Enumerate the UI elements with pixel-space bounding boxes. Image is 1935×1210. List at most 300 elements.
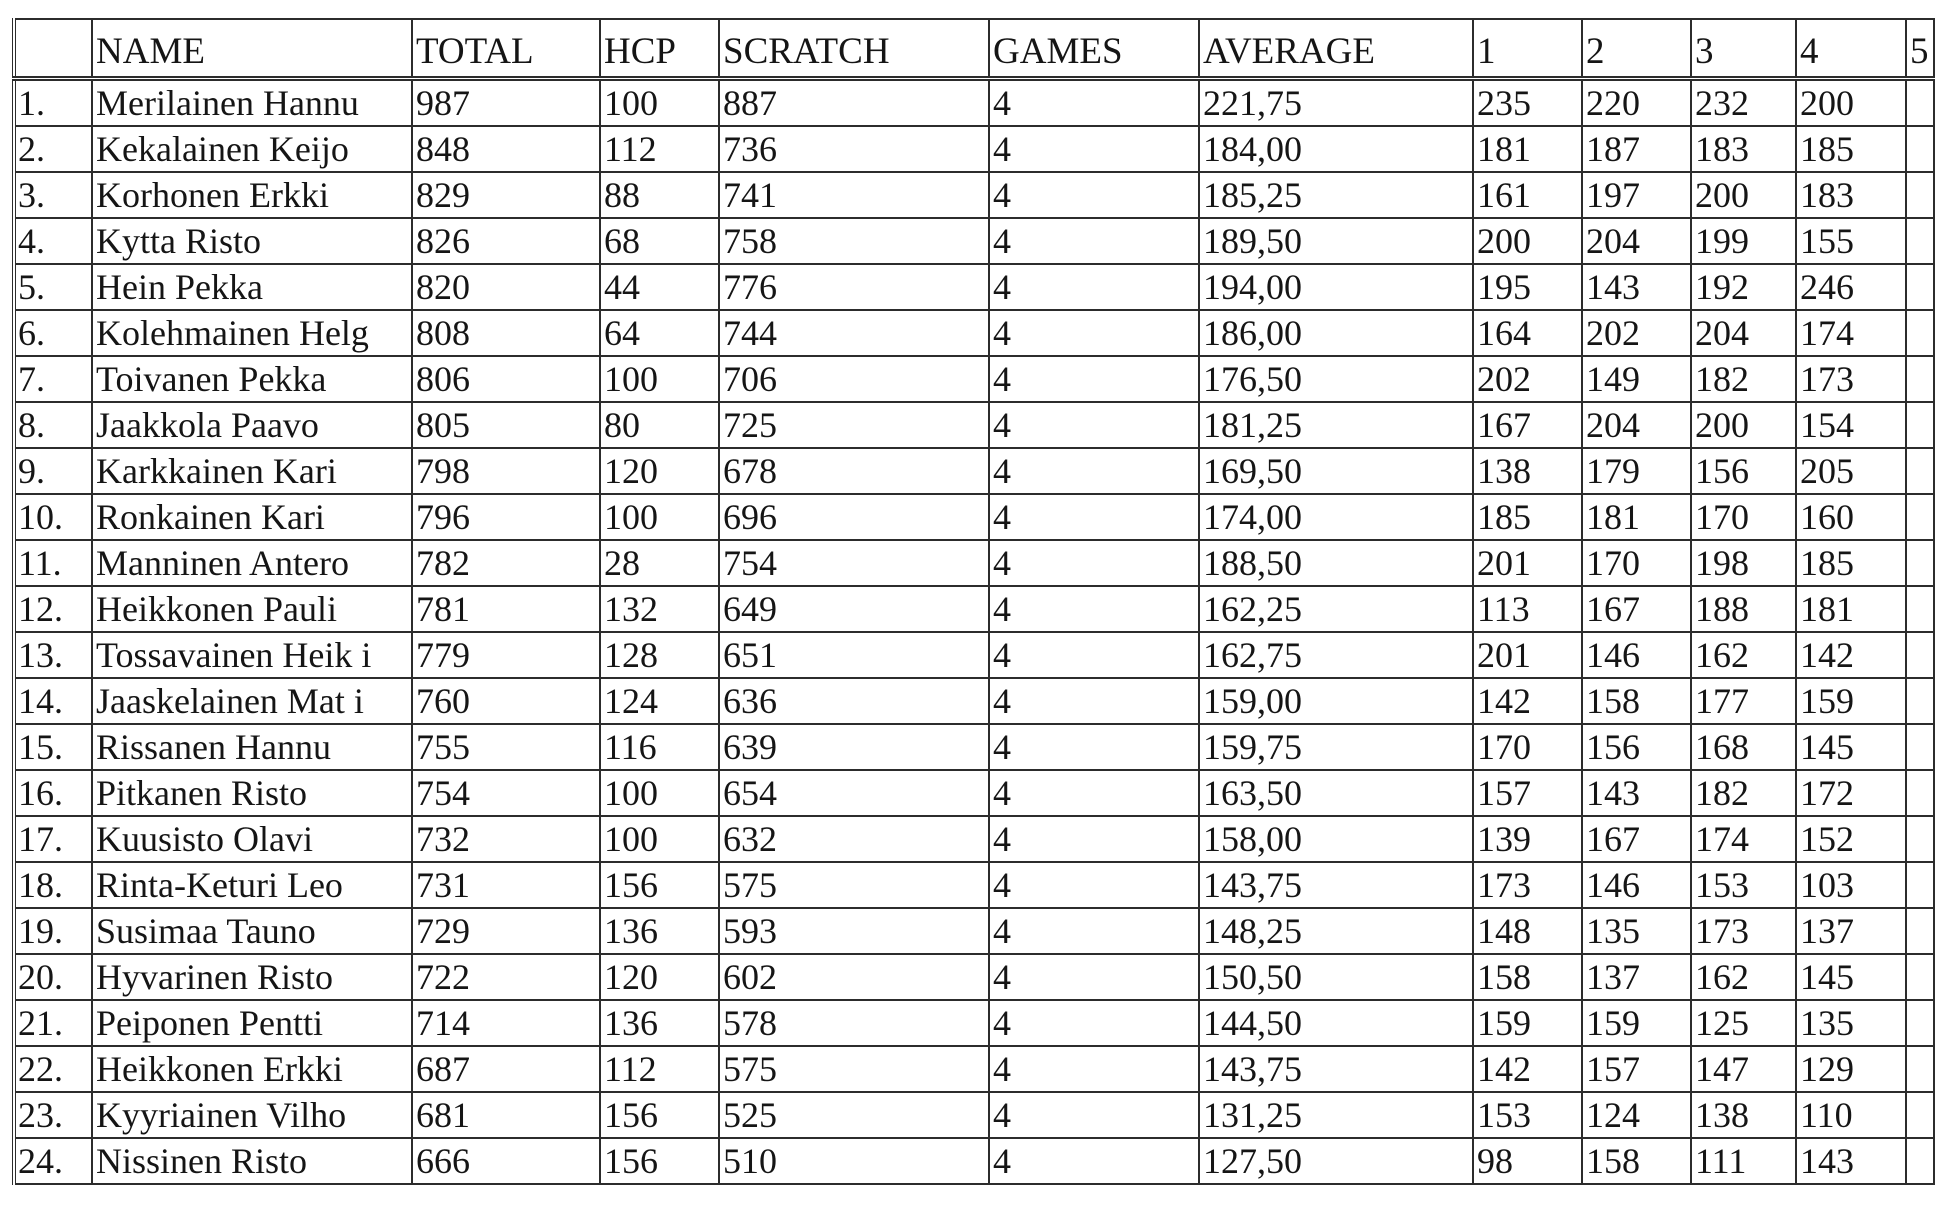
table-row: [14, 816, 1934, 862]
game-2-cell: 137: [1582, 954, 1691, 1000]
name-cell: Heikkonen Erkki: [92, 1046, 412, 1092]
scratch-cell: 754: [719, 540, 989, 586]
game-4-cell: 172: [1796, 770, 1906, 816]
game-4-cell: 246: [1796, 264, 1906, 310]
games-cell: 4: [989, 1138, 1199, 1184]
name-cell: Hein Pekka: [92, 264, 412, 310]
game-4-cell: 185: [1796, 126, 1906, 172]
total-cell: 755: [412, 724, 600, 770]
average-cell: 189,50: [1199, 218, 1473, 264]
total-cell: 681: [412, 1092, 600, 1138]
hcp-cell: 120: [600, 954, 719, 1000]
game-3-cell: 153: [1691, 862, 1796, 908]
game-1-cell: 181: [1473, 126, 1582, 172]
game-2-cell: 146: [1582, 632, 1691, 678]
game-5-cell: [1906, 356, 1934, 402]
average-cell: 221,75: [1199, 79, 1473, 127]
game-3-cell: 177: [1691, 678, 1796, 724]
total-cell: 666: [412, 1138, 600, 1184]
hcp-cell: 132: [600, 586, 719, 632]
rank-cell: 20.: [14, 954, 92, 1000]
game-3-cell: 138: [1691, 1092, 1796, 1138]
game-1-cell: 153: [1473, 1092, 1582, 1138]
scratch-cell: 575: [719, 1046, 989, 1092]
average-cell: 159,00: [1199, 678, 1473, 724]
total-cell: 779: [412, 632, 600, 678]
average-cell: 169,50: [1199, 448, 1473, 494]
hcp-cell: 68: [600, 218, 719, 264]
total-cell: 729: [412, 908, 600, 954]
total-cell: 722: [412, 954, 600, 1000]
games-cell: 4: [989, 908, 1199, 954]
name-cell: Toivanen Pekka: [92, 356, 412, 402]
game-4-cell: 159: [1796, 678, 1906, 724]
hcp-cell: 136: [600, 908, 719, 954]
hcp-cell: 136: [600, 1000, 719, 1046]
scratch-cell: 776: [719, 264, 989, 310]
game-1-cell: 173: [1473, 862, 1582, 908]
game-2-cell: 197: [1582, 172, 1691, 218]
game-3-cell: 173: [1691, 908, 1796, 954]
total-cell: 808: [412, 310, 600, 356]
rank-cell: 5.: [14, 264, 92, 310]
scratch-cell: 706: [719, 356, 989, 402]
game-1-cell: 235: [1473, 79, 1582, 127]
game-4-cell: 110: [1796, 1092, 1906, 1138]
scratch-cell: 678: [719, 448, 989, 494]
rank-cell: 17.: [14, 816, 92, 862]
game-5-cell: [1906, 1092, 1934, 1138]
total-cell: 826: [412, 218, 600, 264]
table-row: [14, 172, 1934, 218]
games-cell: 4: [989, 586, 1199, 632]
game-1-cell: 142: [1473, 1046, 1582, 1092]
rank-cell: 6.: [14, 310, 92, 356]
table-row: [14, 126, 1934, 172]
game-1-cell: 158: [1473, 954, 1582, 1000]
games-cell: 4: [989, 678, 1199, 724]
hcp-cell: 116: [600, 724, 719, 770]
games-cell: 4: [989, 954, 1199, 1000]
game-5-cell: [1906, 79, 1934, 127]
bowling-results-table: [12, 18, 1935, 1185]
average-cell: 148,25: [1199, 908, 1473, 954]
game-4-cell: 145: [1796, 724, 1906, 770]
game-4-cell: 143: [1796, 1138, 1906, 1184]
hcp-cell: 112: [600, 126, 719, 172]
game-1-cell: 98: [1473, 1138, 1582, 1184]
name-cell: Rinta-Keturi Leo: [92, 862, 412, 908]
game-5-cell: [1906, 908, 1934, 954]
name-cell: Heikkonen Pauli: [92, 586, 412, 632]
rank-cell: 15.: [14, 724, 92, 770]
hcp-cell: 28: [600, 540, 719, 586]
results-sheet: [12, 18, 1932, 1208]
games-cell: 4: [989, 862, 1199, 908]
scratch-cell: 632: [719, 816, 989, 862]
game-3-cell: 147: [1691, 1046, 1796, 1092]
game-3-cell: 232: [1691, 79, 1796, 127]
scratch-cell: 525: [719, 1092, 989, 1138]
game-4-cell: 174: [1796, 310, 1906, 356]
game-1-cell: 161: [1473, 172, 1582, 218]
game-2-cell: 204: [1582, 402, 1691, 448]
game-1-cell: 139: [1473, 816, 1582, 862]
game-3-cell: 198: [1691, 540, 1796, 586]
scratch-cell: 639: [719, 724, 989, 770]
game-2-cell: 167: [1582, 586, 1691, 632]
scratch-cell: 887: [719, 79, 989, 127]
name-cell: Korhonen Erkki: [92, 172, 412, 218]
average-cell: 186,00: [1199, 310, 1473, 356]
games-cell: 4: [989, 310, 1199, 356]
table-row: [14, 954, 1934, 1000]
name-cell: Jaakkola Paavo: [92, 402, 412, 448]
scratch-cell: 649: [719, 586, 989, 632]
table-header-row: [14, 19, 1934, 79]
games-cell: 4: [989, 1000, 1199, 1046]
rank-cell: 2.: [14, 126, 92, 172]
game-4-cell: 137: [1796, 908, 1906, 954]
hcp-cell: 112: [600, 1046, 719, 1092]
game-4-cell: 173: [1796, 356, 1906, 402]
games-cell: 4: [989, 494, 1199, 540]
average-cell: 131,25: [1199, 1092, 1473, 1138]
average-cell: 181,25: [1199, 402, 1473, 448]
total-cell: 754: [412, 770, 600, 816]
game-1-cell: 202: [1473, 356, 1582, 402]
total-cell: 760: [412, 678, 600, 724]
game-2-cell: 159: [1582, 1000, 1691, 1046]
game-1-cell: 159: [1473, 1000, 1582, 1046]
average-cell: 163,50: [1199, 770, 1473, 816]
corner-cell: [14, 19, 92, 79]
rank-cell: 3.: [14, 172, 92, 218]
average-cell: 194,00: [1199, 264, 1473, 310]
hcp-cell: 100: [600, 356, 719, 402]
game-5-cell: [1906, 264, 1934, 310]
hcp-cell: 128: [600, 632, 719, 678]
game-2-cell: 181: [1582, 494, 1691, 540]
hcp-cell: 100: [600, 816, 719, 862]
total-header: TOTAL: [412, 19, 600, 79]
game-2-header: 2: [1582, 19, 1691, 79]
games-cell: 4: [989, 356, 1199, 402]
hcp-cell: 88: [600, 172, 719, 218]
game-5-cell: [1906, 540, 1934, 586]
table-row: [14, 586, 1934, 632]
table-row: [14, 632, 1934, 678]
game-3-cell: 170: [1691, 494, 1796, 540]
table-row: [14, 770, 1934, 816]
game-3-cell: 162: [1691, 632, 1796, 678]
game-1-cell: 185: [1473, 494, 1582, 540]
average-cell: 162,75: [1199, 632, 1473, 678]
game-5-cell: [1906, 1138, 1934, 1184]
rank-cell: 8.: [14, 402, 92, 448]
game-2-cell: 204: [1582, 218, 1691, 264]
table-row: [14, 678, 1934, 724]
rank-cell: 13.: [14, 632, 92, 678]
game-2-cell: 179: [1582, 448, 1691, 494]
game-1-cell: 142: [1473, 678, 1582, 724]
game-2-cell: 156: [1582, 724, 1691, 770]
game-3-cell: 183: [1691, 126, 1796, 172]
total-cell: 829: [412, 172, 600, 218]
rank-cell: 12.: [14, 586, 92, 632]
table-row: [14, 540, 1934, 586]
average-cell: 185,25: [1199, 172, 1473, 218]
rank-cell: 14.: [14, 678, 92, 724]
game-5-cell: [1906, 816, 1934, 862]
table-row: [14, 1046, 1934, 1092]
game-1-cell: 195: [1473, 264, 1582, 310]
game-4-cell: 142: [1796, 632, 1906, 678]
game-5-cell: [1906, 310, 1934, 356]
average-cell: 174,00: [1199, 494, 1473, 540]
table-row: [14, 1092, 1934, 1138]
scratch-cell: 510: [719, 1138, 989, 1184]
scratch-header: SCRATCH: [719, 19, 989, 79]
game-4-cell: 154: [1796, 402, 1906, 448]
game-1-header: 1: [1473, 19, 1582, 79]
games-cell: 4: [989, 218, 1199, 264]
name-cell: Ronkainen Kari: [92, 494, 412, 540]
game-5-cell: [1906, 1000, 1934, 1046]
scratch-cell: 741: [719, 172, 989, 218]
total-cell: 987: [412, 79, 600, 127]
game-4-cell: 160: [1796, 494, 1906, 540]
scratch-cell: 636: [719, 678, 989, 724]
average-cell: 162,25: [1199, 586, 1473, 632]
hcp-cell: 156: [600, 1138, 719, 1184]
name-cell: Jaaskelainen Mat i: [92, 678, 412, 724]
game-1-cell: 170: [1473, 724, 1582, 770]
game-4-cell: 181: [1796, 586, 1906, 632]
average-cell: 127,50: [1199, 1138, 1473, 1184]
rank-cell: 9.: [14, 448, 92, 494]
rank-cell: 7.: [14, 356, 92, 402]
total-cell: 820: [412, 264, 600, 310]
scratch-cell: 651: [719, 632, 989, 678]
table-row: [14, 862, 1934, 908]
game-1-cell: 157: [1473, 770, 1582, 816]
total-cell: 731: [412, 862, 600, 908]
game-4-cell: 145: [1796, 954, 1906, 1000]
game-4-cell: 200: [1796, 79, 1906, 127]
games-header: GAMES: [989, 19, 1199, 79]
rank-cell: 4.: [14, 218, 92, 264]
total-cell: 687: [412, 1046, 600, 1092]
game-5-cell: [1906, 678, 1934, 724]
hcp-cell: 64: [600, 310, 719, 356]
games-cell: 4: [989, 724, 1199, 770]
games-cell: 4: [989, 540, 1199, 586]
rank-cell: 10.: [14, 494, 92, 540]
hcp-cell: 44: [600, 264, 719, 310]
average-cell: 159,75: [1199, 724, 1473, 770]
game-2-cell: 135: [1582, 908, 1691, 954]
game-1-cell: 138: [1473, 448, 1582, 494]
table-row: [14, 402, 1934, 448]
game-5-cell: [1906, 402, 1934, 448]
total-cell: 805: [412, 402, 600, 448]
game-2-cell: 167: [1582, 816, 1691, 862]
name-cell: Manninen Antero: [92, 540, 412, 586]
game-2-cell: 187: [1582, 126, 1691, 172]
table-row: [14, 356, 1934, 402]
total-cell: 796: [412, 494, 600, 540]
rank-cell: 18.: [14, 862, 92, 908]
game-3-cell: 192: [1691, 264, 1796, 310]
game-4-cell: 135: [1796, 1000, 1906, 1046]
name-header: NAME: [92, 19, 412, 79]
total-cell: 732: [412, 816, 600, 862]
scratch-cell: 575: [719, 862, 989, 908]
game-3-cell: 200: [1691, 402, 1796, 448]
name-cell: Kuusisto Olavi: [92, 816, 412, 862]
rank-cell: 21.: [14, 1000, 92, 1046]
hcp-cell: 100: [600, 79, 719, 127]
name-cell: Pitkanen Risto: [92, 770, 412, 816]
game-4-cell: 129: [1796, 1046, 1906, 1092]
rank-cell: 19.: [14, 908, 92, 954]
game-2-cell: 158: [1582, 1138, 1691, 1184]
table-row: [14, 79, 1934, 127]
game-3-cell: 156: [1691, 448, 1796, 494]
games-cell: 4: [989, 402, 1199, 448]
total-cell: 806: [412, 356, 600, 402]
game-1-cell: 201: [1473, 632, 1582, 678]
game-3-cell: 199: [1691, 218, 1796, 264]
scratch-cell: 758: [719, 218, 989, 264]
name-cell: Nissinen Risto: [92, 1138, 412, 1184]
table-row: [14, 264, 1934, 310]
game-1-cell: 113: [1473, 586, 1582, 632]
rank-cell: 1.: [14, 79, 92, 127]
total-cell: 848: [412, 126, 600, 172]
game-3-cell: 204: [1691, 310, 1796, 356]
game-5-cell: [1906, 954, 1934, 1000]
game-3-cell: 125: [1691, 1000, 1796, 1046]
name-cell: Hyvarinen Risto: [92, 954, 412, 1000]
table-row: [14, 908, 1934, 954]
scratch-cell: 696: [719, 494, 989, 540]
scratch-cell: 654: [719, 770, 989, 816]
rank-cell: 11.: [14, 540, 92, 586]
rank-cell: 24.: [14, 1138, 92, 1184]
game-5-cell: [1906, 1046, 1934, 1092]
game-5-cell: [1906, 632, 1934, 678]
games-cell: 4: [989, 816, 1199, 862]
average-cell: 158,00: [1199, 816, 1473, 862]
game-1-cell: 164: [1473, 310, 1582, 356]
game-2-cell: 157: [1582, 1046, 1691, 1092]
rank-cell: 16.: [14, 770, 92, 816]
games-cell: 4: [989, 126, 1199, 172]
game-3-cell: 188: [1691, 586, 1796, 632]
average-header: AVERAGE: [1199, 19, 1473, 79]
hcp-header: HCP: [600, 19, 719, 79]
game-2-cell: 149: [1582, 356, 1691, 402]
games-cell: 4: [989, 770, 1199, 816]
scratch-cell: 602: [719, 954, 989, 1000]
average-cell: 150,50: [1199, 954, 1473, 1000]
game-3-cell: 174: [1691, 816, 1796, 862]
games-cell: 4: [989, 1092, 1199, 1138]
name-cell: Rissanen Hannu: [92, 724, 412, 770]
name-cell: Merilainen Hannu: [92, 79, 412, 127]
game-1-cell: 167: [1473, 402, 1582, 448]
total-cell: 782: [412, 540, 600, 586]
game-3-cell: 182: [1691, 770, 1796, 816]
games-cell: 4: [989, 79, 1199, 127]
game-3-cell: 168: [1691, 724, 1796, 770]
game-5-header: 5: [1906, 19, 1934, 79]
game-4-cell: 183: [1796, 172, 1906, 218]
game-2-cell: 143: [1582, 770, 1691, 816]
scratch-cell: 578: [719, 1000, 989, 1046]
game-1-cell: 200: [1473, 218, 1582, 264]
table-row: [14, 310, 1934, 356]
name-cell: Tossavainen Heik i: [92, 632, 412, 678]
table-row: [14, 1000, 1934, 1046]
average-cell: 143,75: [1199, 1046, 1473, 1092]
games-cell: 4: [989, 632, 1199, 678]
average-cell: 184,00: [1199, 126, 1473, 172]
game-5-cell: [1906, 494, 1934, 540]
total-cell: 714: [412, 1000, 600, 1046]
hcp-cell: 124: [600, 678, 719, 724]
game-4-cell: 152: [1796, 816, 1906, 862]
average-cell: 188,50: [1199, 540, 1473, 586]
games-cell: 4: [989, 264, 1199, 310]
table-row: [14, 724, 1934, 770]
game-5-cell: [1906, 862, 1934, 908]
table-row: [14, 218, 1934, 264]
games-cell: 4: [989, 172, 1199, 218]
game-5-cell: [1906, 172, 1934, 218]
scratch-cell: 593: [719, 908, 989, 954]
scratch-cell: 725: [719, 402, 989, 448]
name-cell: Peiponen Pentti: [92, 1000, 412, 1046]
name-cell: Kolehmainen Helg: [92, 310, 412, 356]
total-cell: 781: [412, 586, 600, 632]
game-5-cell: [1906, 724, 1934, 770]
game-4-cell: 185: [1796, 540, 1906, 586]
games-cell: 4: [989, 448, 1199, 494]
total-cell: 798: [412, 448, 600, 494]
game-2-cell: 143: [1582, 264, 1691, 310]
game-3-header: 3: [1691, 19, 1796, 79]
game-4-cell: 205: [1796, 448, 1906, 494]
hcp-cell: 120: [600, 448, 719, 494]
game-4-header: 4: [1796, 19, 1906, 79]
game-3-cell: 162: [1691, 954, 1796, 1000]
scratch-cell: 744: [719, 310, 989, 356]
name-cell: Kytta Risto: [92, 218, 412, 264]
game-5-cell: [1906, 218, 1934, 264]
hcp-cell: 100: [600, 494, 719, 540]
game-5-cell: [1906, 448, 1934, 494]
rank-cell: 23.: [14, 1092, 92, 1138]
game-5-cell: [1906, 770, 1934, 816]
table-row: [14, 448, 1934, 494]
game-2-cell: 202: [1582, 310, 1691, 356]
game-4-cell: 155: [1796, 218, 1906, 264]
game-2-cell: 158: [1582, 678, 1691, 724]
scratch-cell: 736: [719, 126, 989, 172]
